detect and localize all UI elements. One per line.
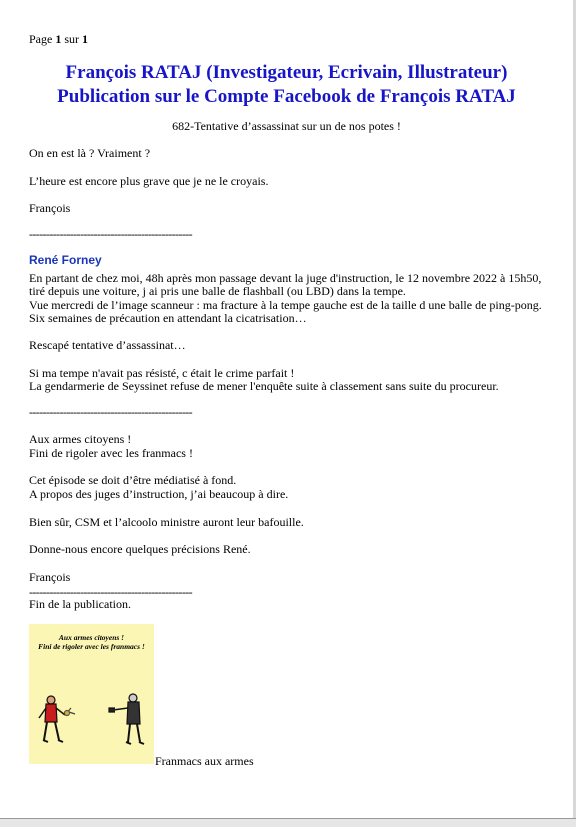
reply-line-5: Bien sûr, CSM et l’alcoolo ministre auront leur bafouille. <box>29 515 304 529</box>
reply-signature: François <box>29 570 71 584</box>
reply-line-6: Donne-nous encore quelques précisions René. <box>29 542 251 556</box>
page-frame-bottom <box>0 818 576 827</box>
separator: ------------------------------------------------ <box>29 405 193 419</box>
page-title-line2: Publication sur le Compte Facebook de François RATAJ <box>57 86 516 107</box>
comment-line-6: La gendarmerie de Seyssinet refuse de mener l'enquête suite à classement sans suite du procureur. <box>29 379 499 393</box>
cartoon-illustration <box>29 624 154 764</box>
page-number: Page 1 sur 1 <box>29 32 88 46</box>
post-subtitle: 682-Tentative d’assassinat sur un de nos potes ! <box>172 119 401 133</box>
comment-line-2: tiré depuis une voiture, j ai pris une balle de flashball (ou LBD) dans la tempe. <box>29 284 406 298</box>
reply-line-4: A propos des juges d’instruction, j’ai beaucoup à dire. <box>29 487 289 501</box>
reply-line-1: Aux armes citoyens ! <box>29 432 132 446</box>
end-of-publication: Fin de la publication. <box>29 597 131 611</box>
comment-line-3: Vue mercredi de l’image scanneur : ma fracture à la tempe gauche est de la taille d une balle de ping-pong. <box>29 298 542 312</box>
comment-line-5: Si ma tempe n'avait pas résisté, c était le crime parfait ! <box>29 366 295 380</box>
separator: ------------------------------------------------ <box>29 227 193 241</box>
image-caption: Franmacs aux armes <box>155 754 254 768</box>
cartoon-figures <box>29 624 154 764</box>
comment-rescape: Rescapé tentative d’assassinat… <box>29 338 186 352</box>
comment-line-1: En partant de chez moi, 48h après mon passage devant la juge d'instruction, le 12 novembre 2022 à 15h50, <box>29 271 542 285</box>
reply-line-3: Cet épisode se doit d’être médiatisé à fond. <box>29 473 237 487</box>
intro-line-2: L’heure est encore plus grave que je ne le croyais. <box>29 174 269 188</box>
intro-signature: François <box>29 201 71 215</box>
left-figure-icon <box>39 696 75 742</box>
cartoon-caption: Aux armes citoyens ! Fini de rigoler avec les franmacs ! <box>38 633 145 651</box>
separator: ------------------------------------------------ <box>29 585 193 599</box>
comment-line-4: Six semaines de précaution en attendant la cicatrisation… <box>29 311 307 325</box>
intro-line-1: On en est là ? Vraiment ? <box>29 146 151 160</box>
right-figure-icon <box>109 694 144 744</box>
page-title-line1: François RATAJ (Investigateur, Ecrivain, Illustrateur) <box>65 62 508 83</box>
comment-author: René Forney <box>29 253 102 267</box>
reply-line-2: Fini de rigoler avec les franmacs ! <box>29 446 193 460</box>
